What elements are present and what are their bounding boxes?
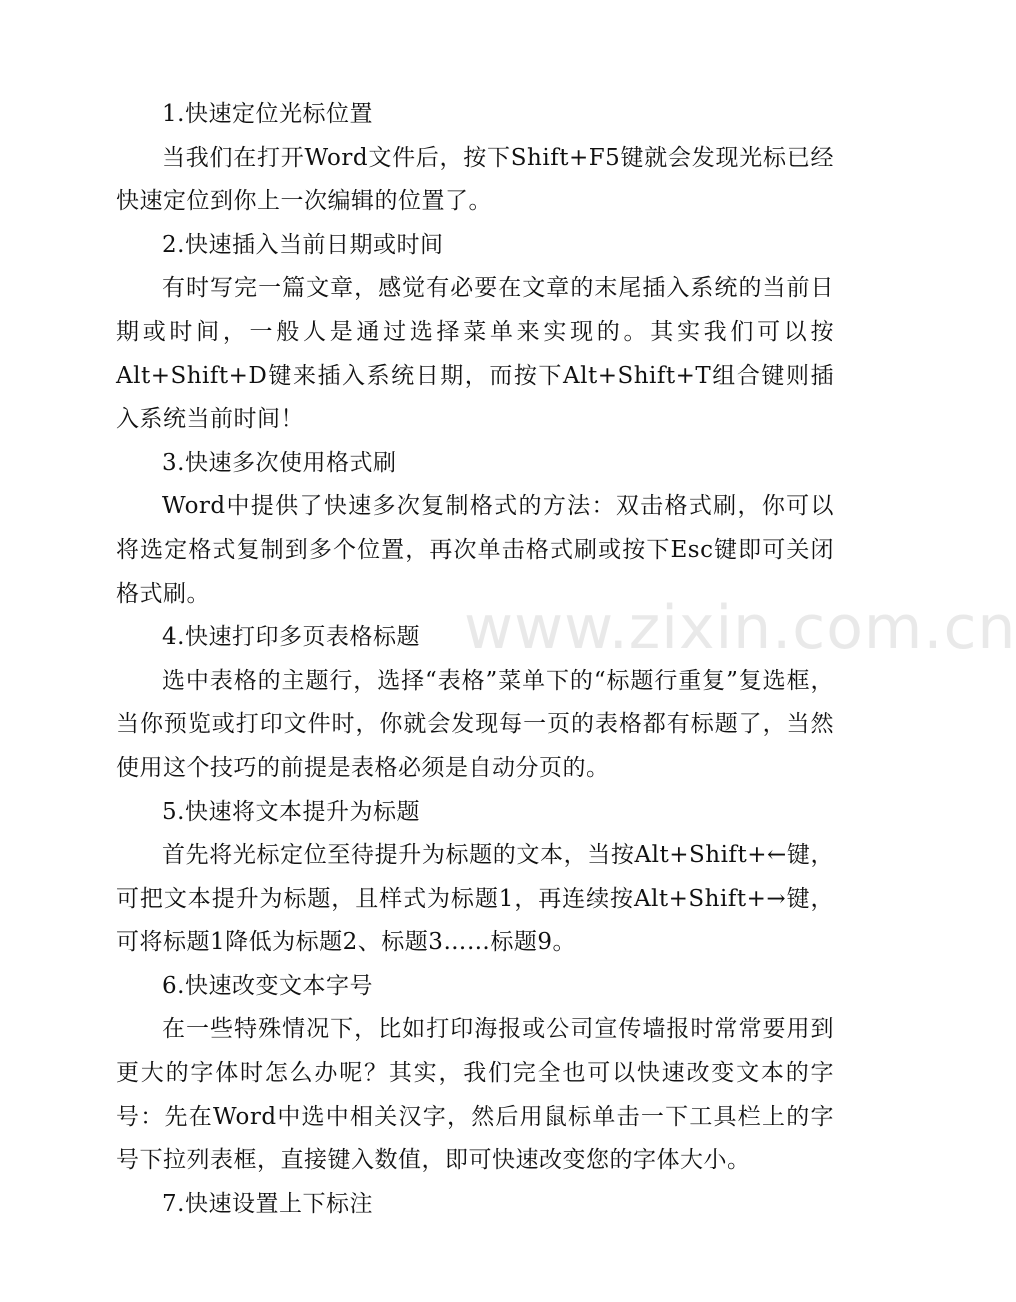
section-body-3: Word中提供了快速多次复制格式的方法：双击格式刷，你可以将选定格式复制到多个位置，再次单击格式刷或按下Esc键即可关闭格式刷。	[116, 493, 834, 607]
section-body-4: 选中表格的主题行，选择“表格”菜单下的“标题行重复”复选框，当你预览或打印文件时，你就会发现每一页的表格都有标题了，当然使用这个技巧的前提是表格必须是自动分页的。	[116, 667, 834, 781]
watermark-text: www.zixin.com.cn	[464, 593, 1016, 663]
section-heading-2: 2.快速插入当前日期或时间	[162, 231, 444, 258]
section-heading-3: 3.快速多次使用格式刷	[162, 449, 397, 476]
section-body-5: 首先将光标定位至待提升为标题的文本，当按Alt+Shift+←键，可把文本提升为标题，且样式为标题1，再连续按Alt+Shift+→键，可将标题1降低为标题2、标题3……标题9。	[116, 842, 834, 956]
section-body-6: 在一些特殊情况下，比如打印海报或公司宣传墙报时常常要用到更大的字体时怎么办呢？其实，我们完全也可以快速改变文本的字号：先在Word中选中相关汉字，然后用鼠标单击一下工具栏上的字号下拉列表框，直接键入数值，即可快速改变您的字体大小。	[116, 1016, 834, 1174]
section-heading-5: 5.快速将文本提升为标题	[162, 798, 420, 825]
section-body-2: 有时写完一篇文章，感觉有必要在文章的末尾插入系统的当前日期或时间，一般人是通过选择菜单来实现的。其实我们可以按Alt+Shift+D键来插入系统日期，而按下Alt+Shift+T组合键则插入系统当前时间！	[116, 275, 834, 433]
section-heading-1: 1.快速定位光标位置	[162, 101, 373, 127]
section-heading-7: 7.快速设置上下标注	[162, 1190, 373, 1217]
section-heading-4: 4.快速打印多页表格标题	[162, 624, 420, 651]
section-heading-6: 6.快速改变文本字号	[162, 972, 373, 999]
document-body	[116, 93, 834, 1226]
section-body-1: 当我们在打开Word文件后，按下Shift+F5键就会发现光标已经快速定位到你上一次编辑的位置了。	[116, 144, 834, 215]
